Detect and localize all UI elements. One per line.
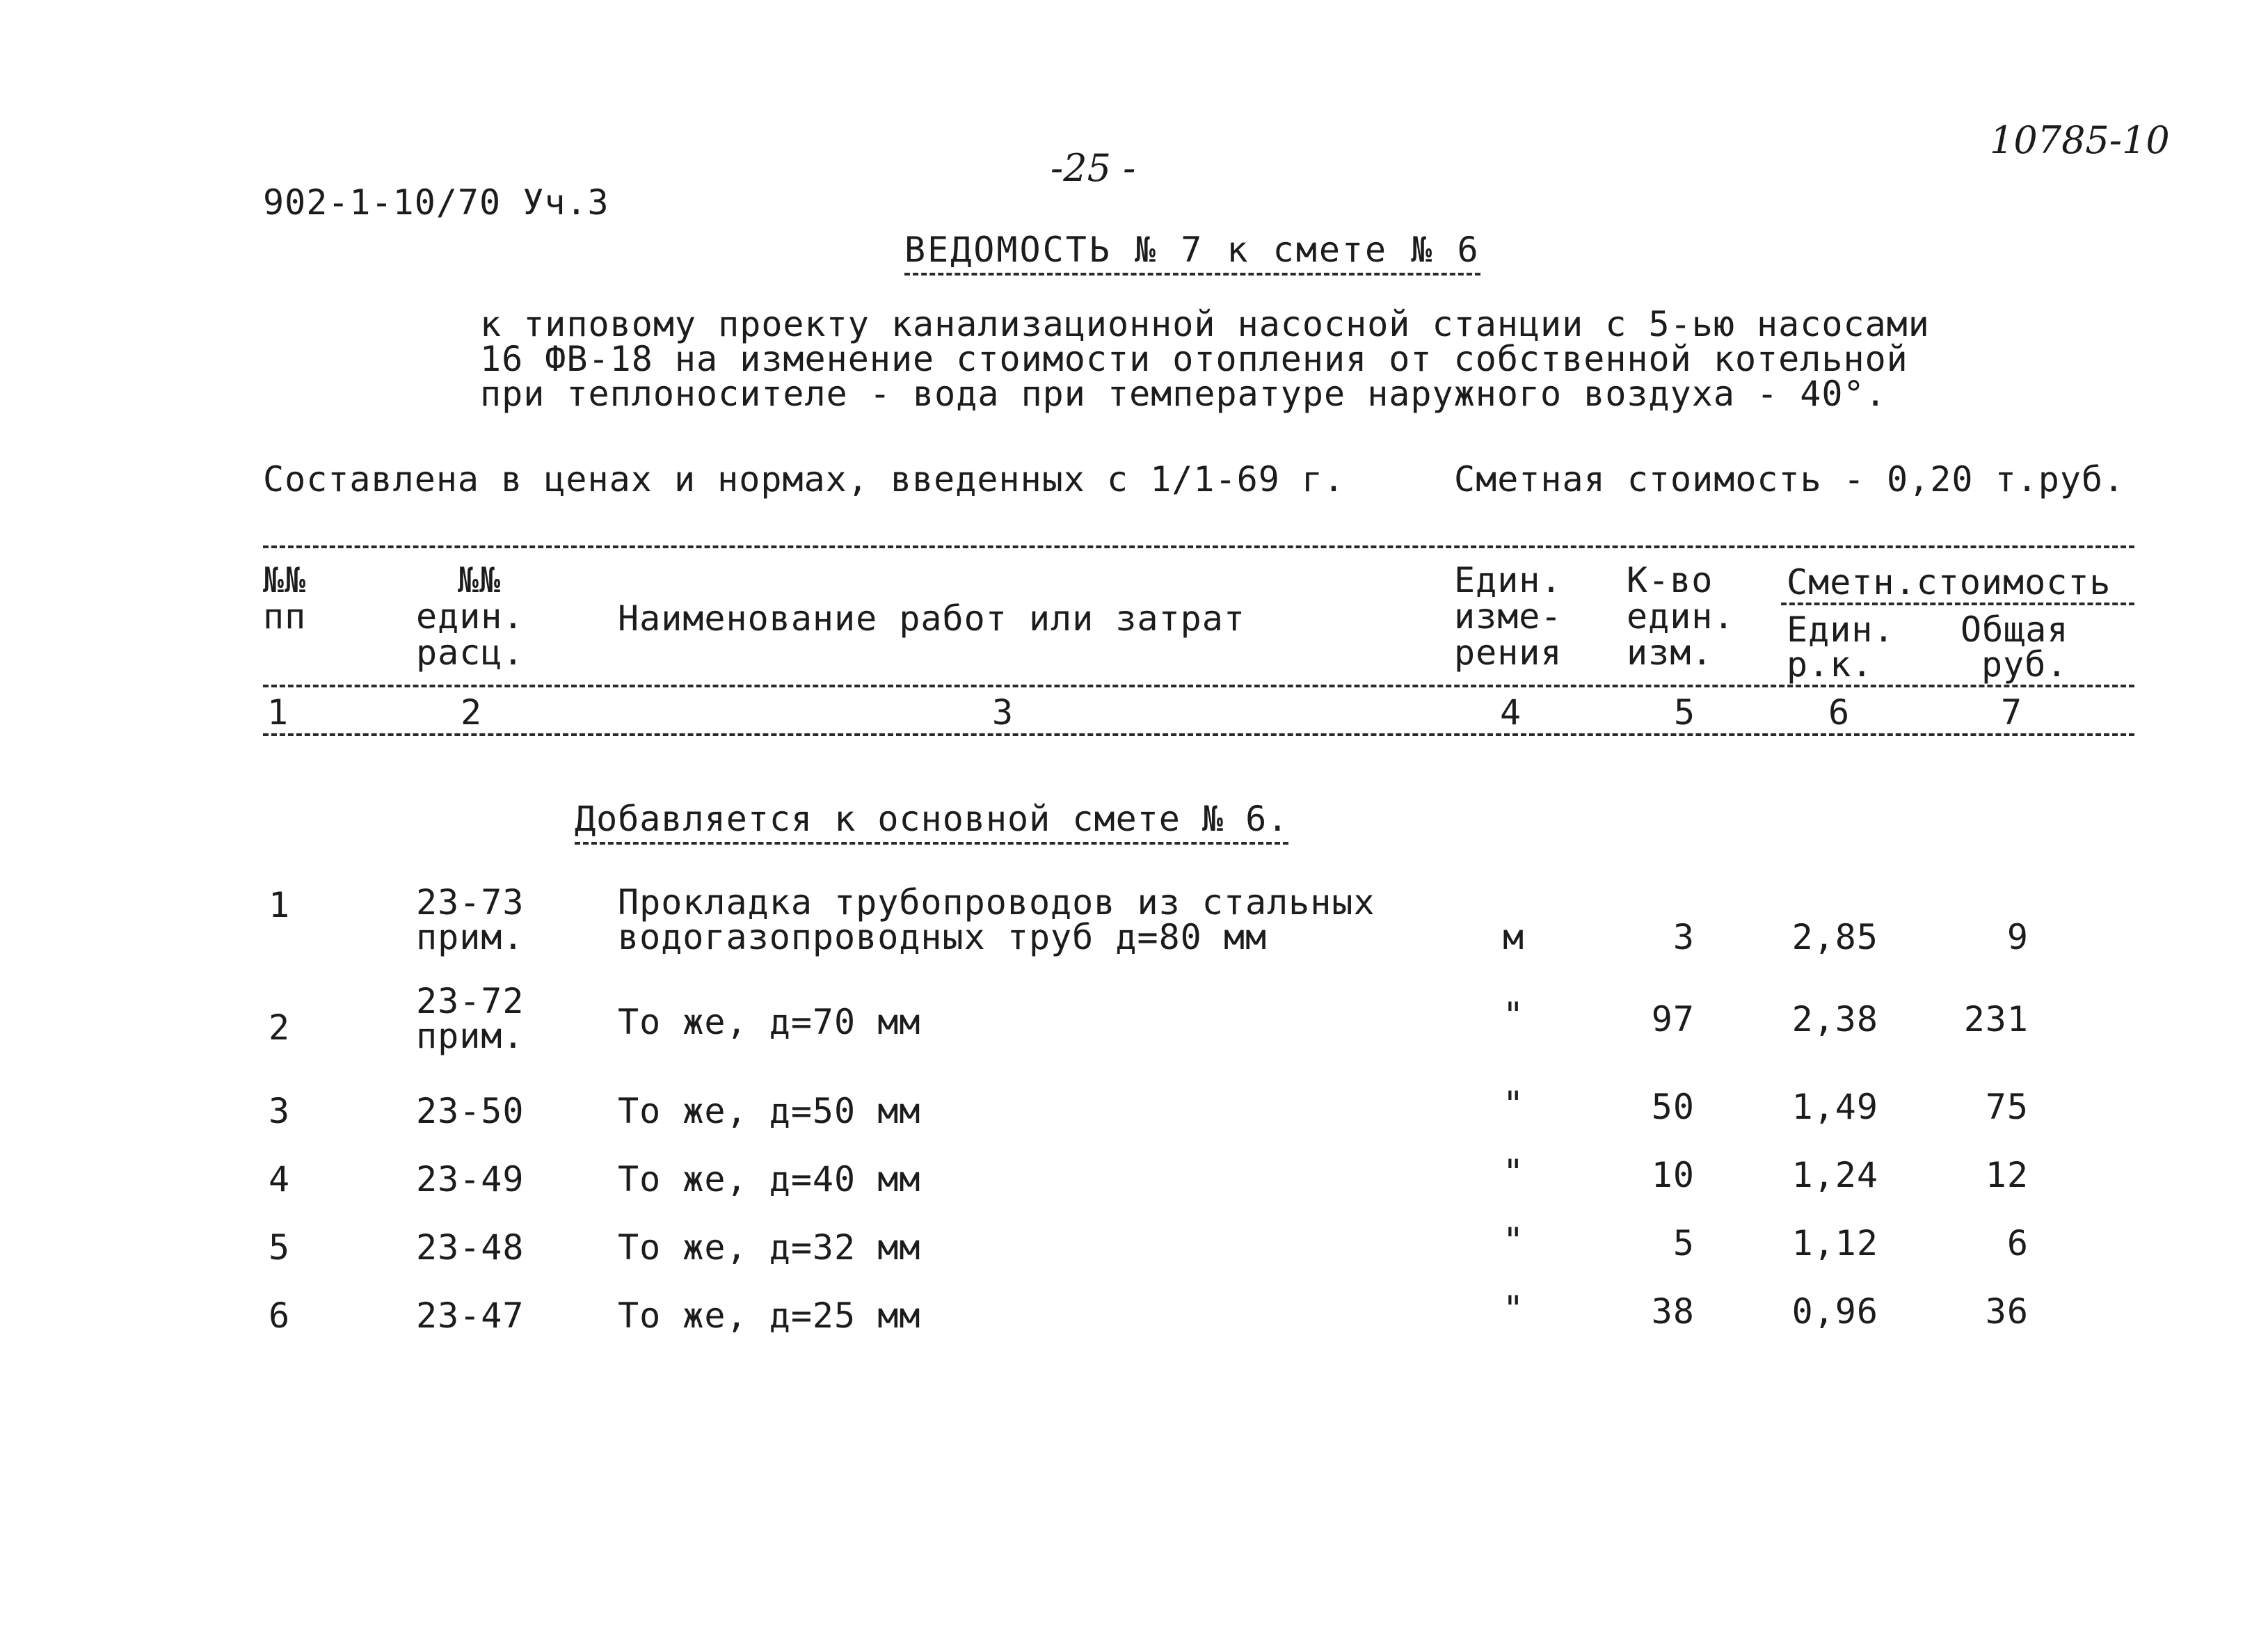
work-name-line: Прокладка трубопроводов из стальных	[618, 882, 1375, 923]
work-name: То же, д=25 мм	[618, 1295, 921, 1336]
column-number: 1	[267, 692, 289, 733]
work-name: То же, д=70 мм	[618, 1002, 921, 1042]
column-number: 7	[2001, 692, 2023, 733]
document-code: 902-1-10/70 Уч.3	[263, 182, 609, 223]
header-rate-code-line3: расц.	[416, 632, 525, 673]
quantity: 97	[1651, 999, 1695, 1039]
rate-code: 23-50	[416, 1091, 525, 1131]
total-cost: 36	[1985, 1291, 2029, 1332]
table-top-rule	[263, 545, 2134, 548]
row-number: 5	[269, 1227, 291, 1268]
row-number: 3	[269, 1091, 291, 1131]
header-unit-price-line2: р.к.	[1787, 644, 1874, 685]
quantity: 5	[1672, 1223, 1695, 1263]
quantity: 50	[1651, 1087, 1695, 1127]
column-number: 2	[461, 692, 483, 733]
cost-group-rule	[1781, 603, 2134, 605]
header-unit-price	[1787, 609, 1895, 685]
page-number: -25 -	[1051, 146, 1136, 190]
rate-code-line: 23-73	[416, 882, 525, 923]
unit-price: 1,49	[1791, 1087, 1878, 1127]
subtitle-line: к типовому проекту канализационной насосной станции с 5-ью насосами	[480, 304, 1930, 344]
row-number: 6	[269, 1295, 291, 1336]
total-cost: 75	[1985, 1087, 2029, 1127]
rate-code-line: прим.	[416, 1016, 525, 1056]
work-name	[618, 882, 1375, 957]
header-quantity-line2: един.	[1627, 596, 1735, 637]
column-number: 6	[1828, 692, 1851, 733]
row-number: 4	[269, 1159, 291, 1199]
rate-code-line: прим.	[416, 917, 525, 957]
header-quantity-line3: изм.	[1627, 632, 1714, 673]
rate-code	[416, 981, 525, 1056]
unit: "	[1503, 1220, 1525, 1261]
header-bottom-rule	[263, 685, 2134, 687]
estimated-cost: Сметная стоимость - 0,20 т.руб.	[1454, 459, 2125, 500]
total-cost: 9	[2006, 917, 2029, 957]
column-number: 3	[992, 692, 1014, 733]
rate-code: 23-48	[416, 1227, 525, 1268]
rate-code: 23-47	[416, 1295, 525, 1336]
header-unit-price-line1: Един.	[1787, 609, 1895, 650]
header-rate-code-line2: един.	[416, 596, 525, 637]
section-title: Добавляется к основной смете № 6.	[575, 799, 1288, 845]
header-quantity	[1627, 562, 1735, 671]
header-total	[1960, 609, 2069, 685]
row-number: 1	[269, 885, 291, 925]
row-number: 2	[269, 1007, 291, 1048]
subtitle-line: 16 ФВ-18 на изменение стоимости отопления от собственной котельной	[480, 339, 1908, 379]
quantity: 38	[1651, 1291, 1695, 1332]
unit: "	[1503, 1289, 1525, 1329]
unit-price: 1,24	[1791, 1155, 1878, 1195]
rate-code-line: 23-72	[416, 981, 525, 1021]
header-total-line2: руб.	[1981, 644, 2068, 685]
work-name: То же, д=50 мм	[618, 1091, 921, 1131]
column-numbers-rule	[263, 733, 2134, 736]
total-cost: 12	[1985, 1155, 2029, 1195]
statement-title: ВЕДОМОСТЬ № 7 к смете № 6	[904, 230, 1480, 276]
subtitle-line: при теплоносителе - вода при температуре наружного воздуха - 40°.	[480, 374, 1887, 414]
quantity: 10	[1651, 1155, 1695, 1195]
archive-number: 10785-10	[1990, 118, 2170, 162]
unit-price: 1,12	[1791, 1223, 1878, 1263]
unit: "	[1503, 1152, 1525, 1193]
total-cost: 231	[1963, 999, 2029, 1039]
header-rate-code	[416, 562, 525, 671]
unit-price: 2,85	[1791, 917, 1878, 957]
header-work-name: Наименование работ или затрат	[618, 598, 1245, 639]
header-total-line1: Общая	[1960, 609, 2069, 650]
total-cost: 6	[2006, 1223, 2029, 1263]
prices-note: Составлена в ценах и нормах, введенных с 1/1-69 г.	[263, 459, 1345, 500]
header-quantity-line1: К-во	[1627, 560, 1714, 600]
header-unit	[1454, 562, 1563, 671]
header-unit-line2: изме-	[1454, 596, 1563, 637]
rate-code	[416, 882, 525, 957]
unit: м	[1503, 917, 1525, 957]
header-row-number	[263, 562, 306, 635]
work-name: То же, д=40 мм	[618, 1159, 921, 1199]
quantity: 3	[1672, 917, 1695, 957]
rate-code: 23-49	[416, 1159, 525, 1199]
column-number: 4	[1500, 692, 1522, 733]
unit: "	[1503, 995, 1525, 1035]
header-cost-group: Сметн.стоимость	[1787, 562, 2111, 603]
unit-price: 2,38	[1791, 999, 1878, 1039]
header-rate-code-line1: №№	[458, 560, 502, 600]
header-row-number-line2: пп	[263, 596, 307, 637]
work-name: То же, д=32 мм	[618, 1227, 921, 1268]
work-name-line: водогазопроводных труб д=80 мм	[618, 917, 1268, 957]
unit-price: 0,96	[1791, 1291, 1878, 1332]
header-unit-line3: рения	[1454, 632, 1563, 673]
unit: "	[1503, 1084, 1525, 1124]
header-row-number-line1: №№	[263, 560, 307, 600]
header-unit-line1: Един.	[1454, 560, 1563, 600]
column-number: 5	[1674, 692, 1696, 733]
